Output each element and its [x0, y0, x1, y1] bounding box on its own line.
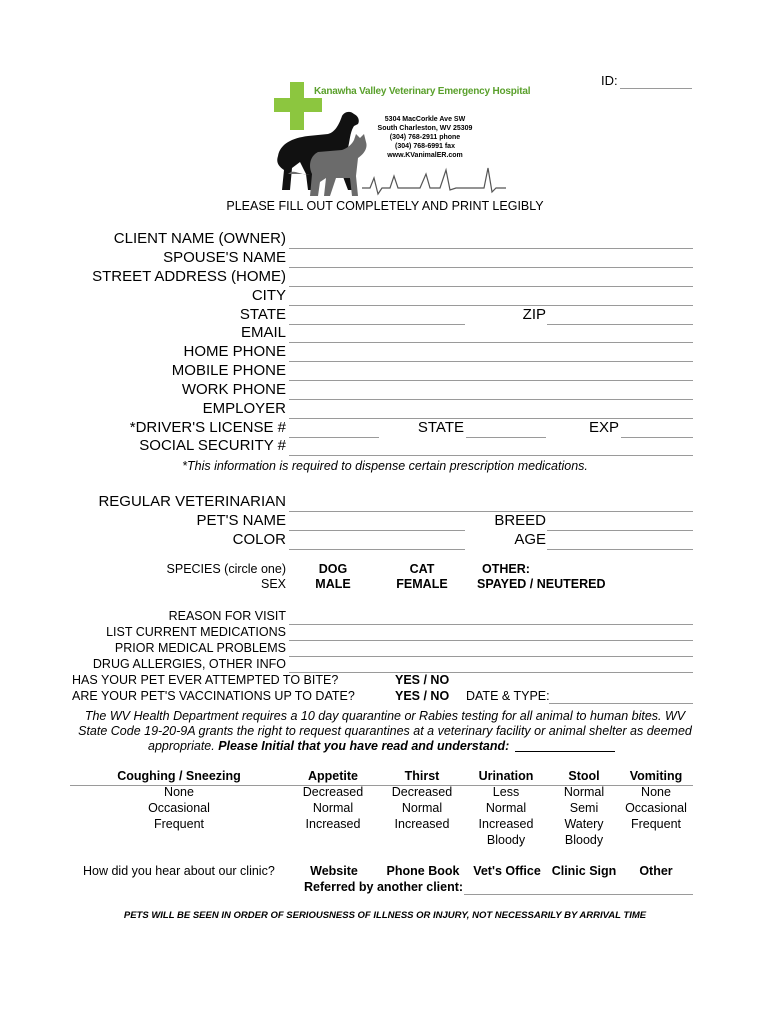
species-dog-option[interactable]: DOG	[318, 562, 348, 576]
ssn-label: SOCIAL SECURITY #	[139, 437, 286, 454]
spouse-field[interactable]	[289, 267, 693, 268]
id-field[interactable]	[620, 88, 692, 89]
breed-label: BREED	[494, 512, 546, 529]
symptom-option[interactable]: Bloody	[564, 833, 604, 847]
sex-label: SEX	[260, 577, 286, 591]
symptom-option[interactable]: Watery	[564, 817, 604, 831]
referral-vets-office-option[interactable]: Vet's Office	[473, 864, 541, 878]
allergies-field[interactable]	[289, 672, 693, 673]
referred-by-label: Referred by another client:	[304, 880, 464, 894]
symptom-option[interactable]: Increased	[305, 817, 361, 831]
date-type-field[interactable]	[549, 703, 693, 704]
symptom-column	[549, 768, 619, 848]
client-name-label: CLIENT NAME (OWNER)	[113, 230, 286, 247]
referred-by-field[interactable]	[464, 894, 693, 895]
notice-line2: State Code 19-20-9A grants the right to request quarantines at a veterinary facility or animal shelter as deemed	[78, 724, 692, 738]
symptom-option[interactable]: Frequent	[630, 817, 682, 831]
state-label: STATE	[239, 306, 286, 323]
breed-field[interactable]	[547, 530, 693, 531]
email-field[interactable]	[289, 342, 693, 343]
license-state-label: STATE	[417, 419, 464, 436]
medications-label: LIST CURRENT MEDICATIONS	[106, 625, 286, 639]
date-type-label: DATE & TYPE:	[466, 689, 550, 703]
referral-other-option[interactable]: Other	[639, 864, 673, 878]
spouse-label: SPOUSE'S NAME	[163, 249, 286, 266]
employer-label: EMPLOYER	[202, 400, 286, 417]
symptom-option[interactable]: Normal	[485, 801, 527, 815]
license-field[interactable]	[289, 437, 379, 438]
allergies-label: DRUG ALLERGIES, OTHER INFO	[92, 657, 286, 671]
age-field[interactable]	[547, 549, 693, 550]
notice-line3	[148, 739, 509, 753]
license-state-field[interactable]	[466, 437, 546, 438]
symptom-option[interactable]: Decreased	[391, 785, 453, 799]
symptom-column	[616, 768, 696, 832]
symptom-header: Stool	[568, 769, 600, 783]
mobile-phone-label: MOBILE PHONE	[171, 362, 286, 379]
notice-initial-prompt: Please Initial that you have read and understand:	[218, 739, 510, 753]
referral-question: How did you hear about our clinic?	[83, 864, 275, 878]
clinic-address-line2: South Charleston, WV 25309	[377, 125, 473, 132]
symptom-option[interactable]: Frequent	[153, 817, 205, 831]
clinic-phone: (304) 768-2911 phone	[389, 134, 461, 141]
referral-phonebook-option[interactable]: Phone Book	[386, 864, 460, 878]
pet-name-label: PET'S NAME	[196, 512, 286, 529]
work-phone-label: WORK PHONE	[181, 381, 286, 398]
medications-field[interactable]	[289, 640, 693, 641]
city-field[interactable]	[289, 305, 693, 306]
symptom-option[interactable]: Increased	[394, 817, 450, 831]
symptom-option[interactable]: Normal	[563, 785, 605, 799]
species-other-option[interactable]: OTHER:	[482, 562, 530, 576]
vaccination-answer[interactable]: YES / NO	[395, 689, 450, 703]
license-note: *This information is required to dispense certain prescription medications.	[182, 459, 588, 473]
bite-answer[interactable]: YES / NO	[395, 673, 450, 687]
street-field[interactable]	[289, 286, 693, 287]
symptom-option[interactable]: Semi	[569, 801, 599, 815]
clinic-logo	[270, 78, 531, 198]
referral-clinic-sign-option[interactable]: Clinic Sign	[551, 864, 617, 878]
clinic-fax: (304) 768-6991 fax	[395, 143, 455, 150]
notice-line1: The WV Health Department requires a 10 day quarantine or Rabies testing for all animal to human bites. WV	[84, 709, 686, 723]
reason-label: REASON FOR VISIT	[168, 609, 286, 623]
client-name-field[interactable]	[289, 248, 693, 249]
pet-name-field[interactable]	[289, 530, 465, 531]
notice-line3-text: appropriate.	[148, 739, 215, 753]
symptom-header: Coughing / Sneezing	[117, 769, 241, 783]
clinic-website: www.KVanimalER.com	[387, 152, 463, 159]
ssn-field[interactable]	[289, 455, 693, 456]
sex-female-option[interactable]: FEMALE	[396, 577, 448, 591]
state-field[interactable]	[289, 324, 465, 325]
symptom-option[interactable]: Decreased	[302, 785, 364, 799]
symptom-option[interactable]: Less	[492, 785, 520, 799]
vaccination-question: ARE YOUR PET'S VACCINATIONS UP TO DATE?	[72, 689, 355, 703]
prior-problems-label: PRIOR MEDICAL PROBLEMS	[114, 641, 286, 655]
symptom-column	[104, 768, 254, 832]
symptom-column	[466, 768, 546, 848]
symptom-column	[382, 768, 462, 832]
zip-field[interactable]	[547, 324, 693, 325]
city-label: CITY	[251, 287, 286, 304]
symptom-option[interactable]: Bloody	[486, 833, 526, 847]
age-label: AGE	[514, 531, 546, 548]
symptom-option[interactable]: None	[641, 785, 671, 799]
work-phone-field[interactable]	[289, 399, 693, 400]
species-label: SPECIES (circle one)	[166, 562, 286, 576]
sex-male-option[interactable]: MALE	[315, 577, 351, 591]
color-field[interactable]	[289, 549, 465, 550]
home-phone-label: HOME PHONE	[183, 343, 286, 360]
symptom-header: Thirst	[404, 769, 440, 783]
employer-field[interactable]	[289, 418, 693, 419]
clinic-address-line1: 5304 MacCorkle Ave SW	[384, 116, 466, 123]
symptom-option[interactable]: Occasional	[625, 801, 687, 815]
footer-notice: PETS WILL BE SEEN IN ORDER OF SERIOUSNESS OF ILLNESS OR INJURY, NOT NECESSARILY BY ARRIVAL TIME	[123, 910, 647, 921]
reason-field[interactable]	[289, 624, 693, 625]
symptom-option[interactable]: Normal	[401, 801, 443, 815]
symptom-column	[293, 768, 373, 832]
sex-spayed-option[interactable]: SPAYED / NEUTERED	[477, 577, 606, 591]
instruction-text: PLEASE FILL OUT COMPLETELY AND PRINT LEGIBLY	[226, 199, 544, 213]
regular-vet-label: REGULAR VETERINARIAN	[98, 493, 286, 510]
regular-vet-field[interactable]	[289, 511, 693, 512]
color-label: COLOR	[232, 531, 286, 548]
email-label: EMAIL	[240, 324, 286, 341]
symptom-option[interactable]: Normal	[312, 801, 354, 815]
referral-website-option[interactable]: Website	[310, 864, 358, 878]
species-cat-option[interactable]: CAT	[409, 562, 435, 576]
zip-label: ZIP	[522, 306, 546, 323]
license-label: *DRIVER'S LICENSE #	[129, 419, 286, 436]
symptom-option[interactable]: Increased	[478, 817, 534, 831]
street-label: STREET ADDRESS (HOME)	[92, 268, 286, 285]
bite-question: HAS YOUR PET EVER ATTEMPTED TO BITE?	[72, 673, 339, 687]
symptom-header: Vomiting	[629, 769, 683, 783]
home-phone-field[interactable]	[289, 361, 693, 362]
mobile-phone-field[interactable]	[289, 380, 693, 381]
symptom-option[interactable]: Occasional	[148, 801, 210, 815]
license-exp-label: EXP	[588, 419, 619, 436]
initial-field[interactable]	[515, 751, 615, 752]
symptom-header: Urination	[478, 769, 534, 783]
symptom-header: Appetite	[308, 769, 358, 783]
license-exp-field[interactable]	[621, 437, 693, 438]
symptom-option[interactable]: None	[164, 785, 194, 799]
id-label: ID:	[601, 73, 618, 88]
prior-problems-field[interactable]	[289, 656, 693, 657]
clinic-name: Kanawha Valley Veterinary Emergency Hospital	[314, 86, 531, 97]
